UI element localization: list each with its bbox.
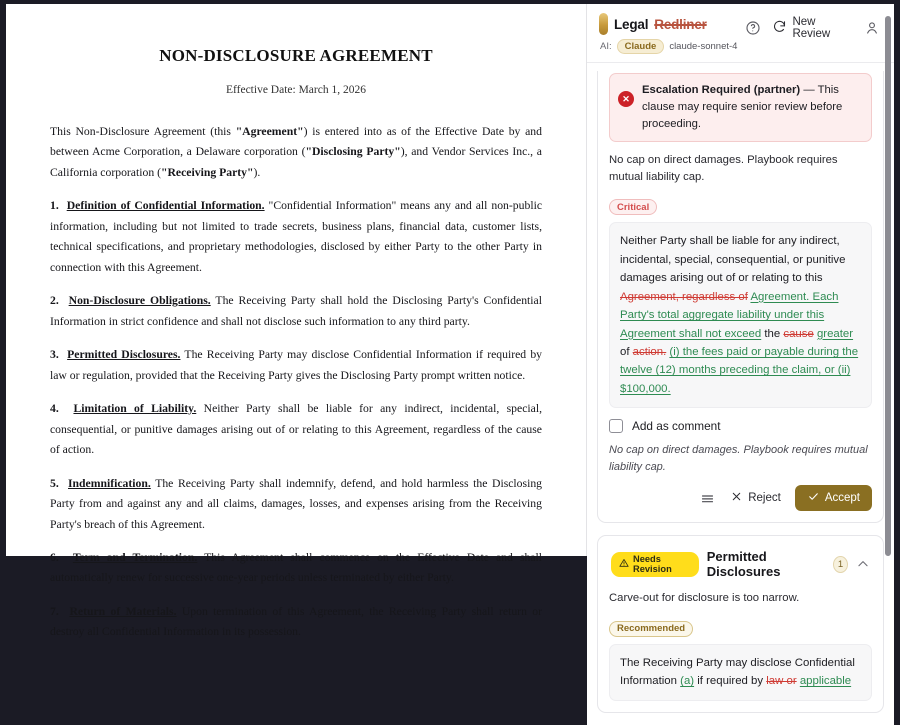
- ai-label: AI:: [600, 41, 612, 52]
- document-body: [50, 122, 542, 643]
- clause-number: 1.: [50, 199, 59, 213]
- brand-name: Legal: [614, 16, 649, 32]
- accept-label: Accept: [824, 492, 860, 505]
- diff-deletion: cause: [783, 327, 814, 340]
- clause-heading: Non-Disclosure Obligations.: [68, 294, 211, 308]
- refresh-icon: [772, 19, 787, 37]
- diff-deletion: action.: [632, 346, 667, 358]
- clause-text: The Receiving Party shall hold the Disclosing Party's Confidential Information in strict confidence and shall not disclose such information to any third party.: [50, 294, 542, 328]
- escalation-title: Escalation Required (partner): [642, 84, 801, 96]
- warning-triangle-icon: [619, 558, 629, 570]
- diff-insertion: greater: [816, 327, 854, 340]
- clause-text: "Confidential Information" means any and all non-public information, including but not limited to trade secrets, business plans, financial data, customer lists, technical specifications, and proprietary methodologies, disclosed by either Party to the other Party in connection with this Agreement.: [50, 199, 543, 274]
- new-review-button[interactable]: [772, 16, 853, 40]
- document-clause: [50, 399, 542, 460]
- escalation-banner: [609, 73, 872, 142]
- clause-text: Upon termination of this Agreement, the Receiving Party shall return or destroy all Confidential Information in its possession.: [50, 604, 542, 639]
- brand-row: [599, 13, 737, 35]
- ai-provider-chip[interactable]: Claude: [617, 39, 665, 54]
- diff-lead-text: The Receiving Party may disclose Confidential Information: [620, 656, 855, 688]
- needs-revision-label: Needs Revision: [633, 554, 672, 575]
- status-badge-critical: Critical: [609, 199, 657, 215]
- add-as-comment-row[interactable]: [609, 419, 872, 433]
- clause-heading: Return of Materials.: [69, 604, 177, 618]
- document-clause: [50, 345, 542, 386]
- clause-heading: Limitation of Liability.: [73, 402, 197, 416]
- clause-number: 2.: [50, 294, 59, 308]
- card-title: Permitted Disclosures: [706, 549, 781, 580]
- severity-badge-wrap: [609, 618, 872, 644]
- suggestion-card-permitted-disclosures: [597, 535, 884, 712]
- header-actions: [745, 13, 880, 40]
- clause-text: The Receiving Party shall indemnify, defend, and hold harmless the Disclosing Party from and against any and all claims, damages, losses, and expenses arising from the Receiving Party's breach of this Agreement.: [50, 476, 543, 531]
- clause-heading: Permitted Disclosures.: [67, 348, 181, 362]
- suggestion-rationale: No cap on direct damages. Playbook requires mutual liability cap.: [609, 444, 868, 473]
- clause-number: 6.: [50, 550, 59, 564]
- intro-text-2: ) is entered into as of the Effective Date by and between Acme Corporation, a Delaware corporation (: [50, 125, 542, 159]
- clause-number: 5.: [50, 476, 59, 490]
- diff-insertion: applicable: [799, 675, 852, 688]
- suggestion-action-row: [609, 485, 872, 511]
- add-as-comment-checkbox[interactable]: [609, 419, 623, 433]
- document-intro-paragraph: [50, 122, 542, 183]
- user-icon[interactable]: [864, 20, 880, 36]
- document-pane[interactable]: [6, 4, 586, 639]
- card-header-permitted-disclosures[interactable]: [609, 546, 872, 581]
- escalation-detail: — This clause may require senior review before proceeding.: [642, 84, 843, 130]
- intro-text-1: This Non-Disclosure Agreement (this: [50, 125, 236, 138]
- reject-label: Reject: [748, 492, 781, 505]
- close-x-icon: [730, 490, 743, 506]
- document-effective-date: Effective Date: March 1, 2026: [226, 84, 366, 96]
- severity-badge-wrap: [609, 197, 872, 223]
- card-summary-note: No cap on direct damages. Playbook requires mutual liability cap.: [609, 153, 838, 183]
- clause-text: This Agreement shall commence on the Effective Date and shall automatically renew for successive one-year periods unless terminated by either Party.: [50, 550, 543, 585]
- document-clause: [50, 474, 542, 535]
- diff-mid-text: the: [761, 327, 784, 340]
- diff-insertion: (i) the fees paid or payable during the twelve (12) months preceding the claim, or (ii) $100,000.: [620, 346, 859, 395]
- clause-number: 3.: [50, 348, 59, 362]
- diff-insertion: Agreement. Each Party's total aggregate liability under this Agreement shall not exceed: [620, 290, 839, 340]
- intro-text-4: ).: [253, 165, 261, 179]
- diff-mid-text: if required by: [694, 675, 767, 688]
- redline-diff-disclosures: [609, 644, 872, 701]
- check-icon: [807, 490, 820, 506]
- redline-diff-liability: [609, 222, 872, 408]
- document-clause: [50, 602, 542, 643]
- review-panel-scroll-body[interactable]: [587, 63, 894, 725]
- ai-model-name: claude-sonnet-4: [669, 41, 738, 52]
- clause-heading: Definition of Confidential Information.: [66, 199, 265, 213]
- intro-bold-receiving: "Receiving Party": [161, 165, 254, 179]
- clause-number: 7.: [50, 604, 59, 618]
- intro-bold-disclosing: "Disclosing Party": [305, 145, 401, 159]
- brand-name-strikethrough: Redliner: [654, 16, 707, 32]
- clause-heading: Indemnification.: [68, 476, 151, 490]
- new-review-label: New Review: [792, 16, 831, 40]
- reject-button[interactable]: [728, 487, 783, 509]
- help-circle-icon[interactable]: [745, 20, 761, 36]
- intro-text-3: ), and Vendor Services Inc., a California corporation (: [50, 145, 542, 179]
- clause-number: 4.: [50, 402, 59, 416]
- error-circle-icon: ✕: [618, 91, 634, 107]
- suggestion-count-badge: 1: [833, 556, 848, 573]
- status-badge-needs-revision: [611, 552, 699, 577]
- document-clause: [50, 291, 542, 332]
- diff-mid-text: of: [620, 346, 633, 358]
- review-panel-header: [587, 4, 894, 63]
- review-panel: [586, 4, 894, 688]
- accept-button[interactable]: [795, 485, 872, 511]
- app-logo-icon: [599, 13, 608, 35]
- document-clause: [50, 548, 542, 589]
- status-badge-recommended: Recommended: [609, 621, 693, 637]
- diff-deletion: law or: [766, 675, 797, 688]
- card-summary-note: Carve-out for disclosure is too narrow.: [609, 592, 800, 605]
- clause-text: The Receiving Party may disclose Confidential Information if required by law or regulation, provided that the Receiving Party gives the Disclosing Party prompt written notice.: [50, 348, 543, 382]
- ai-model-row: [600, 39, 737, 54]
- chevron-up-icon[interactable]: [856, 557, 870, 571]
- escalation-text: [642, 82, 862, 133]
- add-as-comment-label: Add as comment: [632, 419, 721, 434]
- document-clause: [50, 196, 542, 278]
- document-title: NON-DISCLOSURE AGREEMENT: [159, 46, 433, 65]
- page-scrollbar-thumb[interactable]: [885, 16, 891, 556]
- clause-text: Neither Party shall be liable for any indirect, incidental, special, consequential, or punitive damages arising out of or relating to this Agreement, regardless of the cause of action.: [50, 402, 543, 457]
- brand-block: [599, 13, 737, 54]
- diff-insertion: (a): [680, 675, 695, 688]
- clause-heading: Term and Termination.: [72, 550, 198, 564]
- app-window: [6, 4, 894, 688]
- intro-bold-agreement: "Agreement": [235, 125, 304, 138]
- diff-deletion: Agreement, regardless of: [620, 290, 748, 303]
- suggestion-card-limitation-of-liability: [597, 71, 884, 523]
- diff-lead-text: Neither Party shall be liable for any indirect, incidental, special, consequential, or punitive damages arising out of or relating to this: [620, 235, 846, 285]
- menu-lines-icon[interactable]: [699, 490, 716, 507]
